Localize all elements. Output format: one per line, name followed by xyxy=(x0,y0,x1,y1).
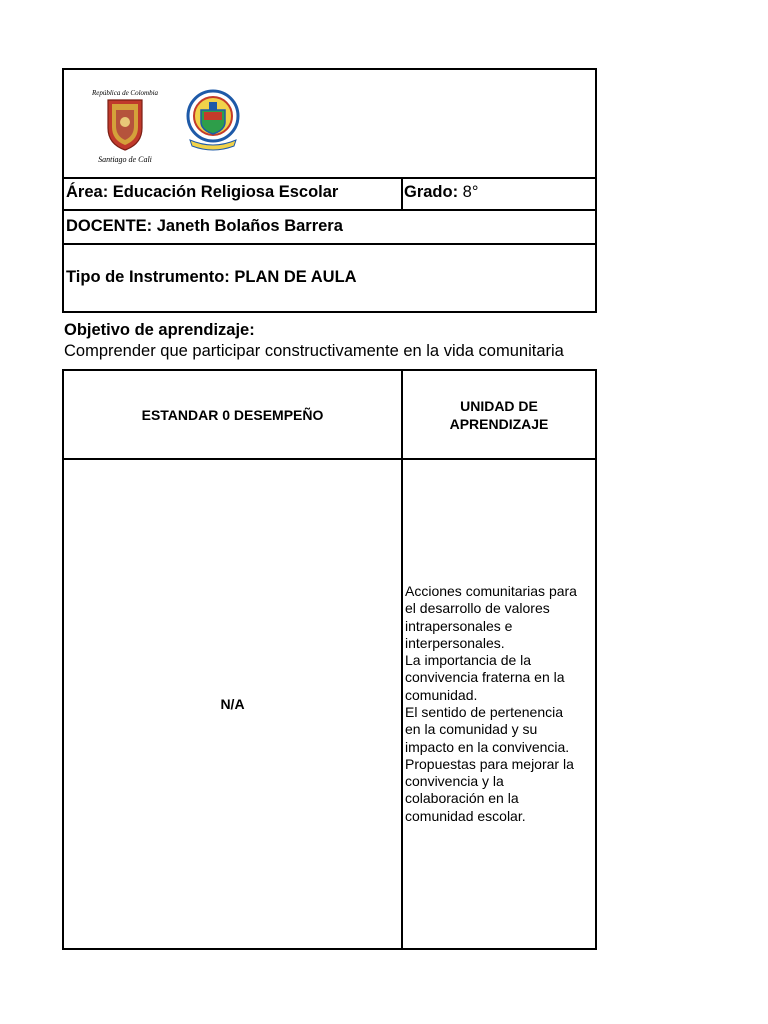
instrument-type-row xyxy=(62,245,597,313)
learning-unit-line: Acciones comunitarias para xyxy=(405,582,577,599)
plan-table xyxy=(62,369,597,950)
learning-unit-line: comunidad. xyxy=(405,686,478,703)
area-grade-row xyxy=(62,177,597,211)
learning-unit-line: en la comunidad y su xyxy=(405,721,538,738)
learning-unit-text xyxy=(403,583,577,825)
learning-unit-line: intrapersonales e xyxy=(405,617,513,634)
grade-label: Grado: xyxy=(404,183,459,201)
learning-unit-column-header xyxy=(403,371,595,458)
standard-cell: N/A xyxy=(220,696,245,712)
city-coat-of-arms-logo xyxy=(80,86,170,166)
school-crest-logo xyxy=(182,88,244,154)
learning-unit-line: convivencia y la xyxy=(405,773,504,790)
learning-unit-line: El sentido de pertenencia xyxy=(405,704,563,720)
learning-objective-text: Comprender que participar constructivamente en la vida comunitaria xyxy=(64,342,564,360)
learning-unit-cell xyxy=(403,460,595,948)
learning-unit-line: impacto en la convivencia. xyxy=(405,738,570,755)
learning-unit-header-line: APRENDIZAJE xyxy=(449,415,549,432)
learning-unit-line: La importancia de la xyxy=(405,652,532,669)
grade-field xyxy=(404,183,478,202)
teacher-label: DOCENTE: Janeth Bolaños Barrera xyxy=(66,217,343,235)
learning-unit-line: comunidad escolar. xyxy=(405,807,526,824)
teacher-row xyxy=(62,211,597,245)
learning-unit-line: el desarrollo de valores xyxy=(405,600,550,617)
learning-unit-line: colaboración en la xyxy=(405,790,519,807)
area-label: Área: Educación Religiosa Escolar xyxy=(66,183,339,201)
grade-value: 8° xyxy=(458,183,479,201)
learning-unit-line: interpersonales. xyxy=(405,634,505,651)
standard-column-header: ESTANDAR 0 DESEMPEÑO xyxy=(141,406,324,423)
cell-divider xyxy=(401,177,403,209)
svg-text:Santiago de Cali: Santiago de Cali xyxy=(98,155,152,164)
learning-unit-line: convivencia fraterna en la xyxy=(405,669,565,686)
learning-unit-line: Propuestas para mejorar la xyxy=(405,755,574,772)
learning-objective-label: Objetivo de aprendizaje: xyxy=(64,321,255,339)
instrument-type-label: Tipo de Instrumento: PLAN DE AULA xyxy=(66,268,357,286)
learning-unit-header-line: UNIDAD DE xyxy=(460,397,538,414)
svg-text:República de Colombia: República de Colombia xyxy=(91,89,159,97)
